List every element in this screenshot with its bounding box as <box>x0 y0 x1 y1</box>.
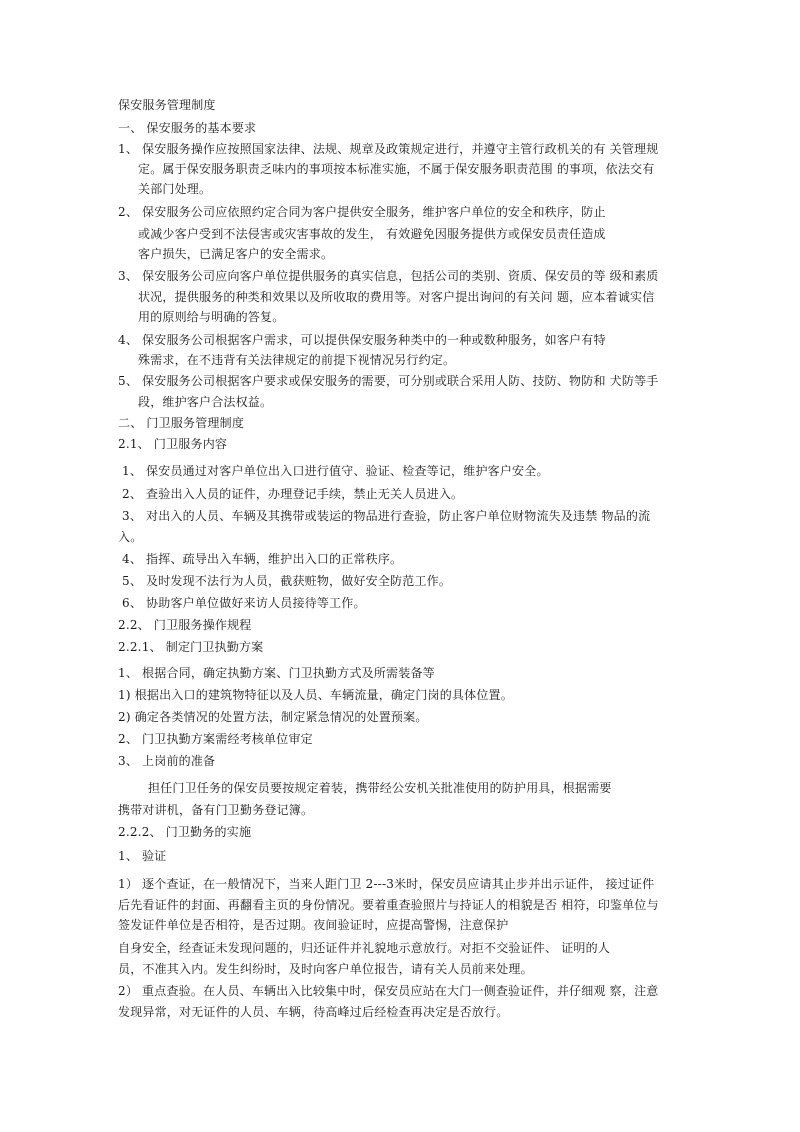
paragraph-line: 携带对讲机，备有门卫勤务登记簿。 <box>118 803 314 817</box>
list-item: 1、 根据合同，确定执勤方案、门卫执勤方式及所需装备等 <box>118 666 435 680</box>
paragraph-line: 或减少客户受到不法侵害或灾害事故的发生， 有效避免因服务提供方或保安员责任造成 <box>138 227 606 241</box>
list-item: 6、 协助客户单位做好来访人员接待等工作。 <box>122 596 366 610</box>
list-item: 1、 保安员通过对客户单位出入口进行值守、验证、检查等记，维护客户安全。 <box>122 464 549 478</box>
paragraph-line: 后先看证件的封面、再翻看主页的身份情况。要着重查验照片与持证人的相貌是否 相符，印鉴单位与 <box>118 898 659 912</box>
list-item: 3、 上岗前的准备 <box>118 754 216 768</box>
list-item: 1) 根据出入口的建筑物特征以及人员、车辆流量，确定门岗的具体位置。 <box>118 688 513 702</box>
document-title: 保安服务管理制度 <box>118 98 216 112</box>
paragraph-line: 1） 逐个查证，在一般情况下，当来人距门卫 2---3米时，保安员应请其止步并出示证件， 接过证件 <box>118 877 655 891</box>
paragraph-line: 用的原则给与明确的答复。 <box>138 310 285 324</box>
section-heading: 一、 保安服务的基本要求 <box>118 121 257 135</box>
list-item: 2、 查验出入人员的证件，办理登记手续，禁止无关人员进入。 <box>122 487 464 501</box>
paragraph-line: 4、 保安服务公司根据客户需求，可以提供保安服务种类中的一种或数种服务，如客户有特 <box>118 333 606 347</box>
paragraph-line: 2、 保安服务公司应依照约定合同为客户提供安全服务，维护客户单位的安全和秩序，防止 <box>118 205 606 219</box>
list-item: 5、 及时发现不法行为人员，截获赃物，做好安全防范工作。 <box>122 574 452 588</box>
paragraph-line: 定。属于保安服务职责乏味内的事项按本标准实施，不属于保安服务职责范围 的事项，依法交有 <box>138 162 655 176</box>
paragraph-line: 状况，提供服务的种类和效果以及所收取的费用等。对客户提出询问的有关问 题，应本着诚实信 <box>138 290 655 304</box>
paragraph-line: 担任门卫任务的保安员要按规定着装，携带经公安机关批准使用的防护用具，根据需要 <box>148 781 612 795</box>
list-item: 2) 确定各类情况的处置方法，制定紧急情况的处置预案。 <box>118 710 428 724</box>
list-item: 2、 门卫执勤方案需经考核单位审定 <box>118 732 313 746</box>
list-item: 3、 对出入的人员、车辆及其携带或装运的物品进行查验，防止客户单位财物流失及违禁 物品的流 <box>122 509 651 523</box>
paragraph-line: 殊需求，在不违背有关法律规定的前提下视情况另行约定。 <box>138 353 456 367</box>
paragraph-line: 发现异常，对无证件的人员、车辆，待高峰过后经检查再决定是否放行。 <box>118 1005 509 1019</box>
section-heading: 二、 门卫服务管理制度 <box>118 416 245 430</box>
paragraph-line: 客户损失，已满足客户的安全需求。 <box>138 247 334 261</box>
list-item: 1、 验证 <box>118 849 167 863</box>
list-item: 入。 <box>118 530 143 544</box>
paragraph-line: 5、 保安服务公司根据客户要求或保安服务的需要，可分别或联合采用人防、技防、物防和 犬防等手 <box>118 374 659 388</box>
subsection-heading: 2.2.2、 门卫勤务的实施 <box>118 825 252 839</box>
list-item: 4、 指挥、疏导出入车辆，维护出入口的正常秩序。 <box>122 552 403 566</box>
subsection-heading: 2.2.1、 制定门卫执勤方案 <box>118 640 264 654</box>
subsection-heading: 2.2、 门卫服务操作规程 <box>118 618 252 632</box>
subsection-heading: 2.1、 门卫服务内容 <box>118 437 228 451</box>
paragraph-line: 关部门处理。 <box>138 182 212 196</box>
paragraph-line: 段，维护客户合法权益。 <box>138 395 273 409</box>
paragraph-line: 2） 重点查验。在人员、车辆出入比较集中时，保安员应站在大门一侧查验证件，并仔细观 察，注意 <box>118 984 659 998</box>
paragraph-line: 1、 保安服务操作应按照国家法律、法规、规章及政策规定进行，并遵守主管行政机关的有 关管理规 <box>118 142 659 156</box>
paragraph-line: 签发证件单位是否相符，是否过期。夜间验证时，应提高警惕，注意保护 <box>118 918 509 932</box>
paragraph-line: 员，不准其入内。发生纠纷时，及时向客户单位报告，请有关人员前来处理。 <box>118 962 533 976</box>
paragraph-line: 3、 保安服务公司应向客户单位提供服务的真实信息，包括公司的类别、资质、保安员的等 级和素质 <box>118 269 659 283</box>
paragraph-line: 自身安全，经查证未发现问题的，归还证件并礼貌地示意放行。对拒不交验证件、 证明的人 <box>118 941 611 955</box>
